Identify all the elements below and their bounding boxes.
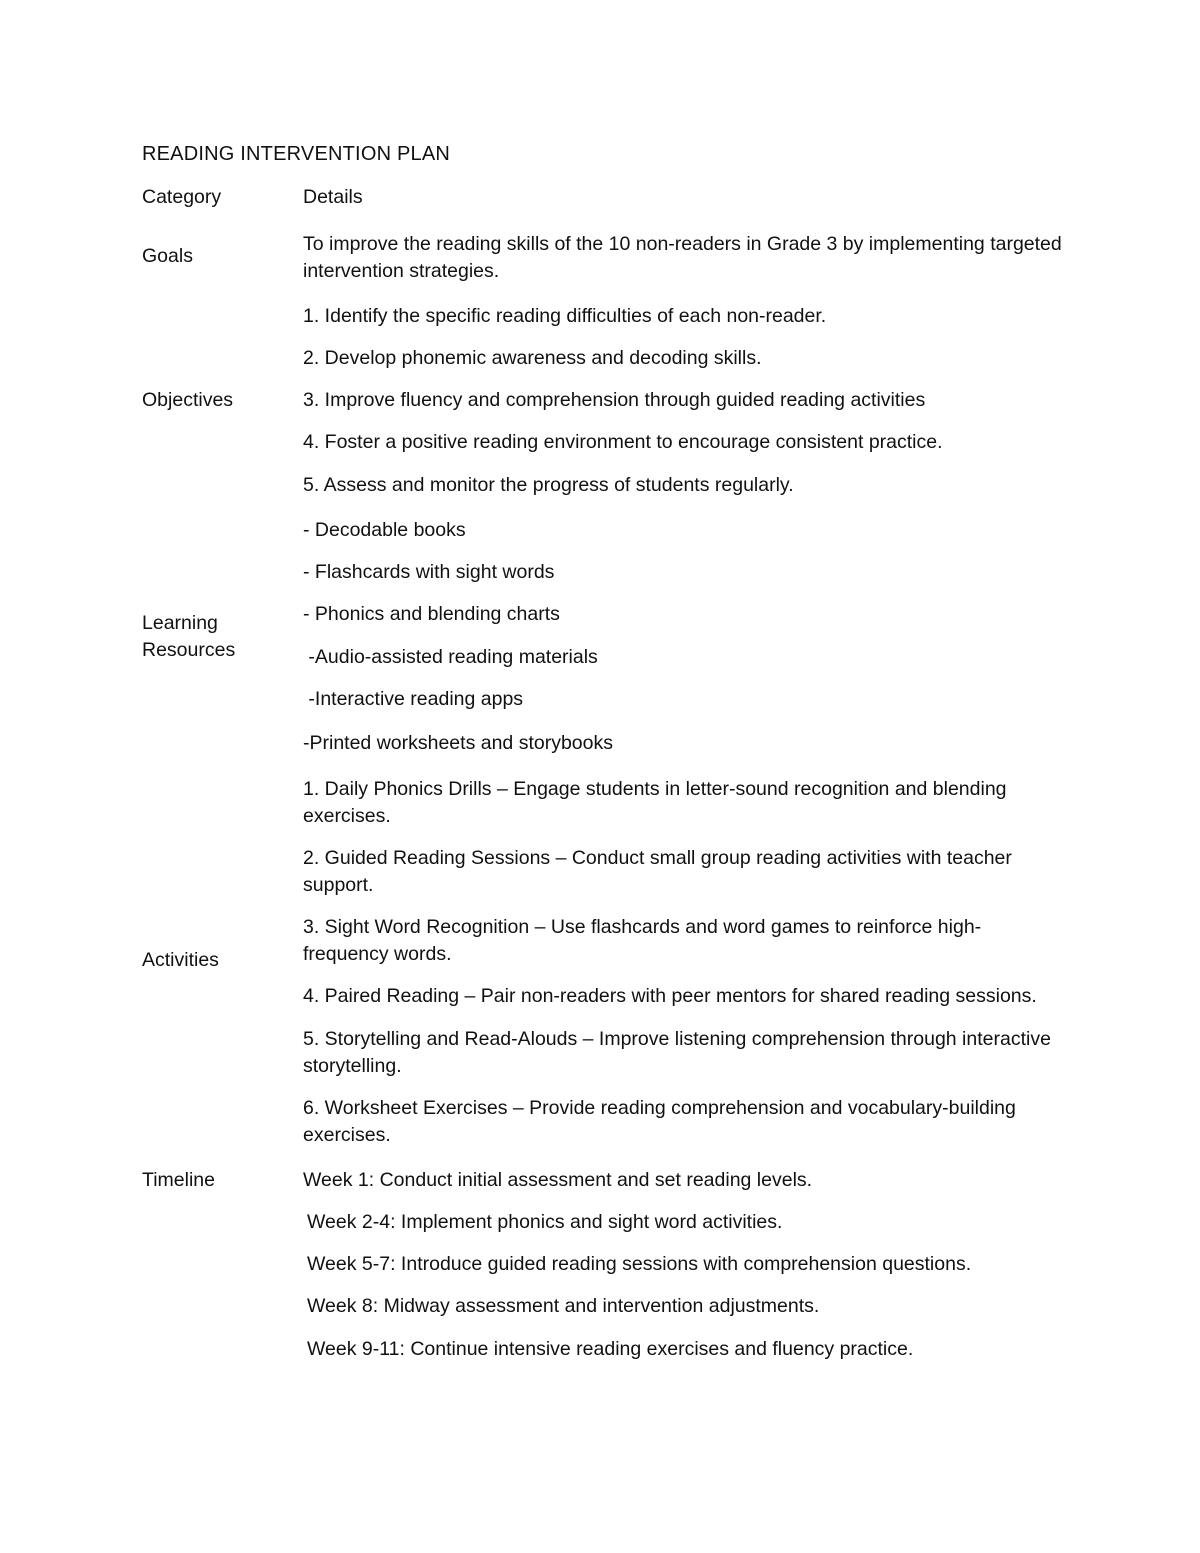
timeline-item: Week 5-7: Introduce guided reading sessions with comprehension questions. bbox=[307, 1253, 972, 1275]
resources-category-line2: Resources bbox=[142, 639, 236, 661]
resource-item: - Flashcards with sight words bbox=[303, 561, 555, 583]
timeline-item: Week 9-11: Continue intensive reading exercises and fluency practice. bbox=[307, 1338, 914, 1360]
goals-text: To improve the reading skills of the 10 non-readers in Grade 3 by implementing targeted intervention strategies. bbox=[303, 233, 1062, 282]
activity-item: 4. Paired Reading – Pair non-readers with peer mentors for shared reading sessions. bbox=[303, 985, 1037, 1007]
resources-category-line1: Learning bbox=[142, 612, 218, 634]
activities-category: Activities bbox=[142, 949, 219, 971]
activity-item: 2. Guided Reading Sessions – Conduct small group reading activities with teacher support. bbox=[303, 847, 1012, 896]
objective-item: 5. Assess and monitor the progress of students regularly. bbox=[303, 474, 794, 496]
goals-category: Goals bbox=[142, 245, 193, 267]
resource-item: -Printed worksheets and storybooks bbox=[303, 732, 613, 754]
activity-item: 3. Sight Word Recognition – Use flashcards and word games to reinforce high-frequency words. bbox=[303, 916, 982, 965]
timeline-item: Week 8: Midway assessment and intervention adjustments. bbox=[307, 1295, 820, 1317]
activity-item: 5. Storytelling and Read-Alouds – Improve listening comprehension through interactive storytelling. bbox=[303, 1028, 1051, 1077]
timeline-item: Week 2-4: Implement phonics and sight word activities. bbox=[307, 1211, 783, 1233]
resource-item: -Audio-assisted reading materials bbox=[303, 646, 598, 668]
timeline-category: Timeline bbox=[142, 1169, 215, 1191]
objectives-category: Objectives bbox=[142, 389, 234, 411]
objective-item: 1. Identify the specific reading difficulties of each non-reader. bbox=[303, 305, 827, 327]
header-category: Category bbox=[142, 186, 222, 208]
activity-item: 1. Daily Phonics Drills – Engage students in letter-sound recognition and blending exercises. bbox=[303, 778, 1007, 827]
objective-item: 3. Improve fluency and comprehension through guided reading activities bbox=[303, 389, 926, 411]
activity-item: 6. Worksheet Exercises – Provide reading comprehension and vocabulary-building exercises. bbox=[303, 1097, 1016, 1146]
objective-item: 4. Foster a positive reading environment to encourage consistent practice. bbox=[303, 431, 943, 453]
header-details: Details bbox=[303, 186, 363, 208]
resource-item: -Interactive reading apps bbox=[303, 688, 524, 710]
resource-item: - Phonics and blending charts bbox=[303, 603, 560, 625]
resource-item: - Decodable books bbox=[303, 519, 466, 541]
objective-item: 2. Develop phonemic awareness and decoding skills. bbox=[303, 347, 762, 369]
timeline-item: Week 1: Conduct initial assessment and set reading levels. bbox=[303, 1169, 813, 1191]
document-title: READING INTERVENTION PLAN bbox=[142, 143, 451, 165]
